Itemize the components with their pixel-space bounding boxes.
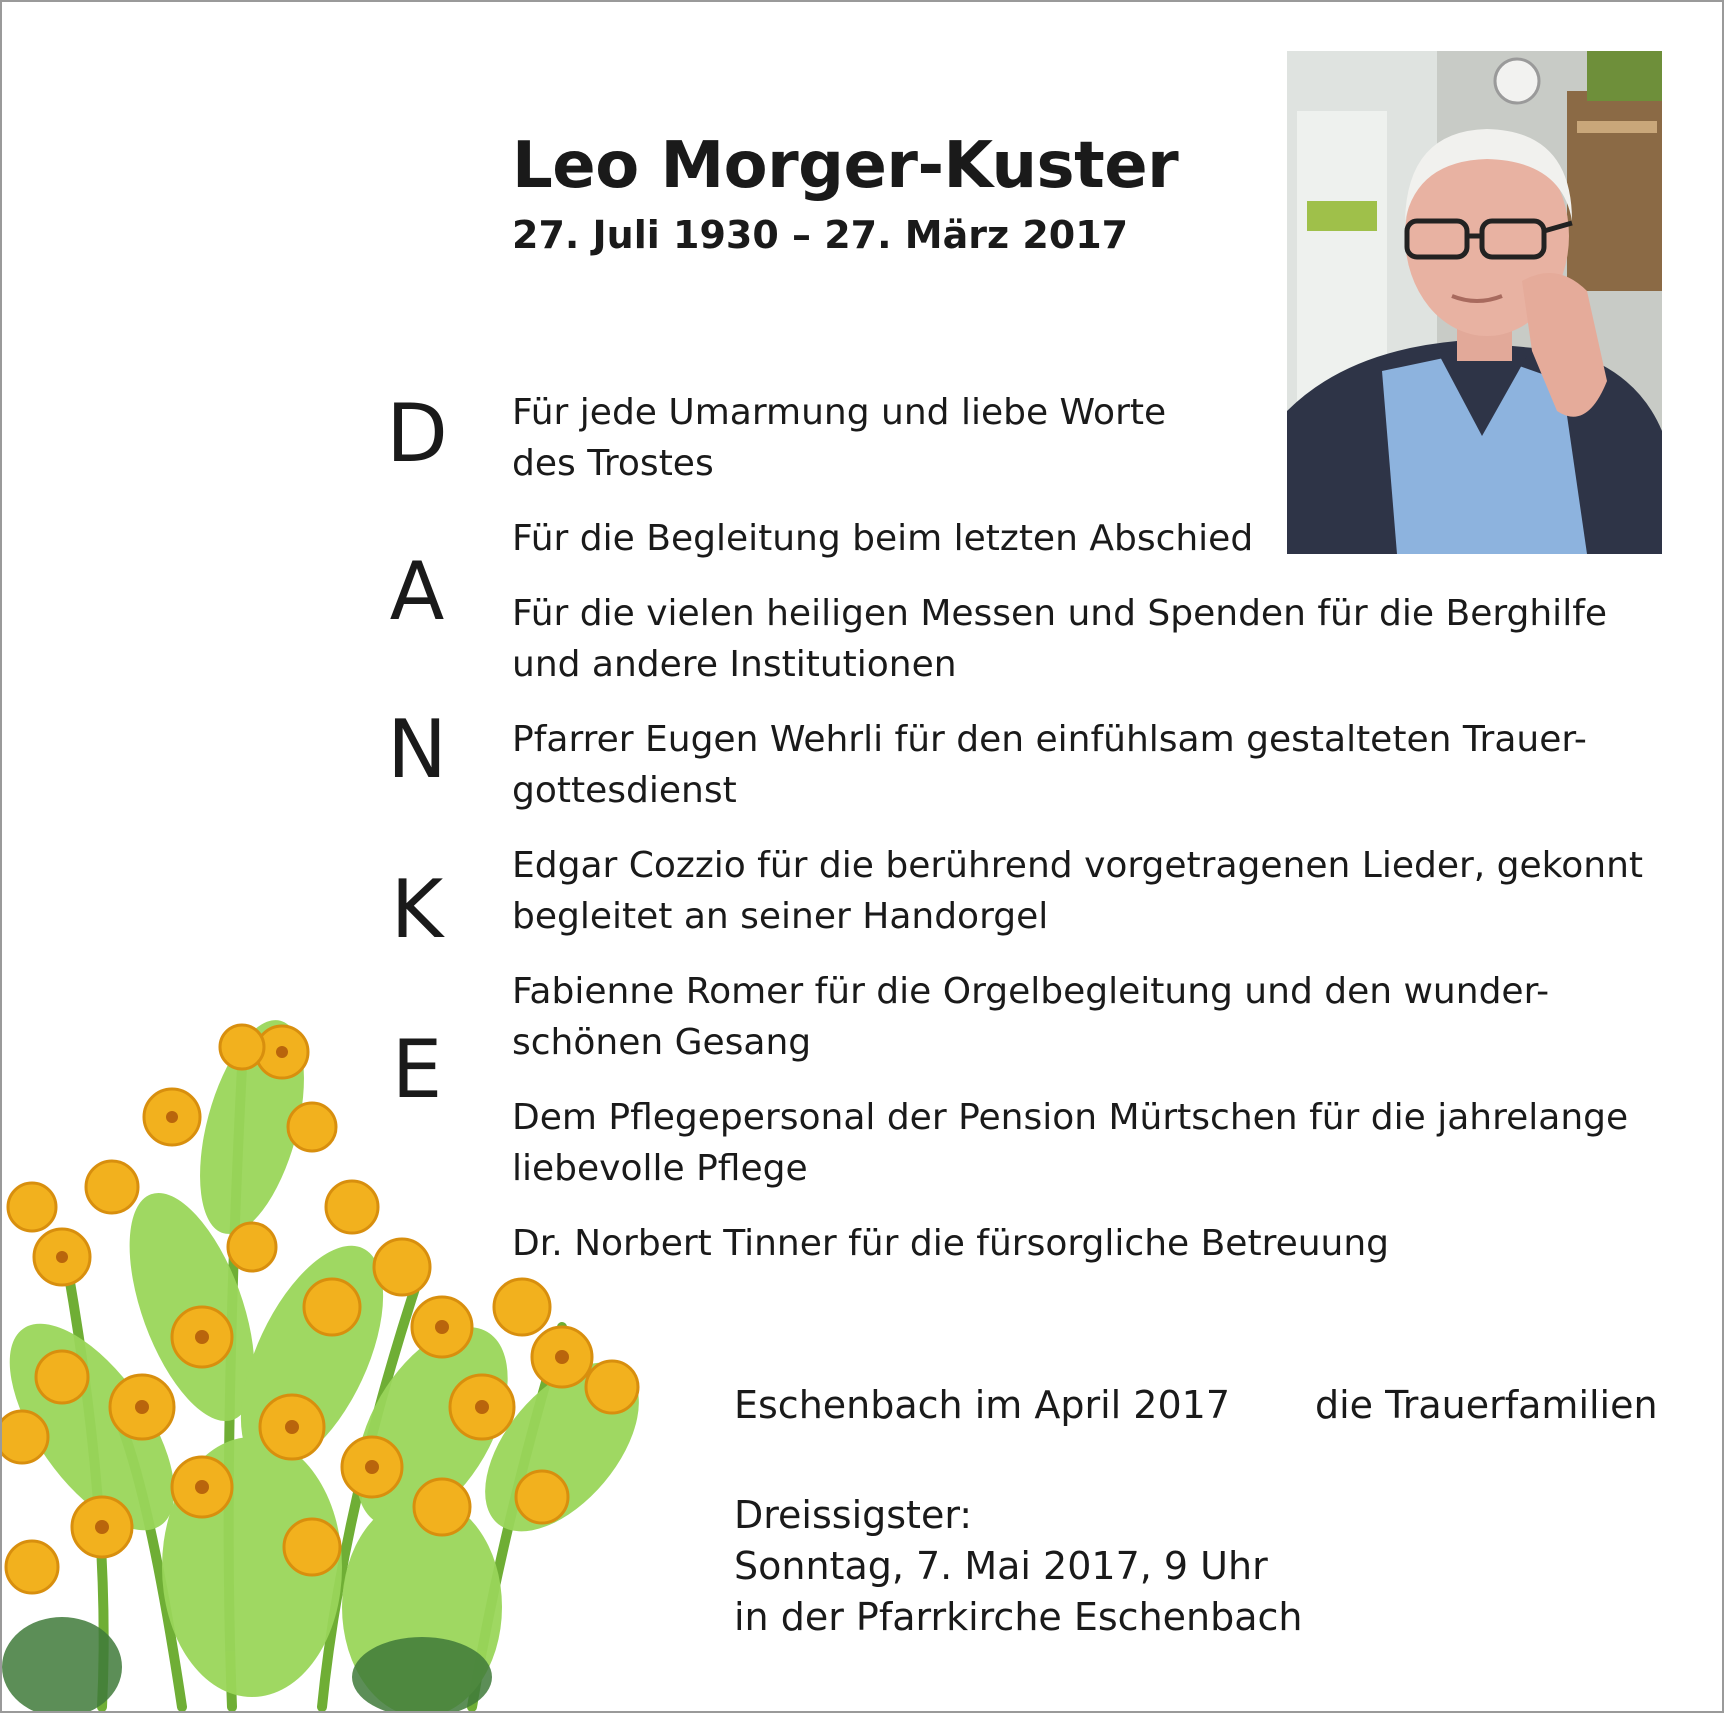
thanks-line: Dr. Norbert Tinner für die fürsorgliche Betreuung [512,1223,1390,1264]
thanks-line: des Trostes [512,443,714,484]
flowers-svg [2,1007,722,1711]
memorial-service-date: Sonntag, 7. Mai 2017, 9 Uhr [734,1544,1268,1588]
memorial-service-label: Dreissigster: [734,1493,973,1537]
thanks-line: Für jede Umarmung und liebe Worte [512,392,1167,433]
acrostic-letter-n: N [387,703,447,796]
deceased-name: Leo Morger-Kuster [512,129,1179,203]
thanks-line: Pfarrer Eugen Wehrli für den einfühlsam gestalteten Trauer- [512,719,1587,760]
thanks-line: Für die Begleitung beim letzten Abschied [512,518,1254,559]
thanks-item [512,387,1166,489]
portrait-photo [1287,51,1662,554]
acrostic-letter-e: E [391,1023,443,1116]
thanks-line: und andere Institutionen [512,644,957,685]
acrostic-letter-d: D [386,387,448,480]
thanks-item [512,714,1587,816]
memorial-service-place: in der Pfarrkirche Eschenbach [734,1595,1303,1639]
place-and-date: Eschenbach im April 2017 [734,1383,1231,1427]
family-signature: die Trauerfamilien [1315,1383,1658,1427]
thanks-line: Fabienne Romer für die Orgelbegleitung und den wunder- [512,971,1550,1012]
thanks-line: begleitet an seiner Handorgel [512,896,1049,937]
thanks-line: Für die vielen heiligen Messen und Spenden für die Berghilfe [512,593,1608,634]
thanks-item [512,588,1607,690]
acrostic-letter-a: A [389,545,445,638]
thanks-line: schönen Gesang [512,1022,812,1063]
thanks-item [512,513,1253,564]
life-dates: 27. Juli 1930 – 27. März 2017 [512,213,1129,257]
acrostic-letter-k: K [390,863,444,956]
cowslip-flowers-illustration [2,1007,722,1711]
thanks-line: liebevolle Pflege [512,1148,808,1189]
thanks-line: Dem Pflegepersonal der Pension Mürtschen für die jahrelange [512,1097,1629,1138]
thanks-line: Edgar Cozzio für die berührend vorgetragenen Lieder, gekonnt [512,845,1643,886]
thanks-line: gottesdienst [512,770,737,811]
thanks-item [512,840,1643,942]
portrait-illustration [1287,51,1662,554]
